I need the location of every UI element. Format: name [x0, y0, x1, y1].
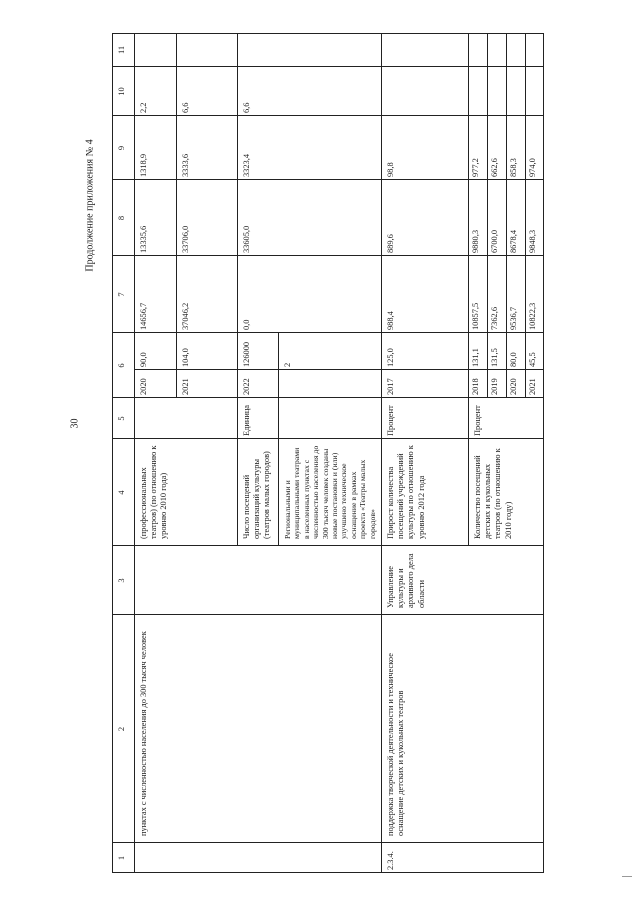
col-header-1: 1	[117, 855, 126, 861]
row-a-value-10: 6,6	[181, 102, 190, 113]
row-e-value-9: 977,2	[471, 158, 480, 177]
row-e-unit: Процент	[473, 405, 482, 436]
row-a-value-10: 2,2	[139, 102, 148, 113]
row-b-value-10: 6,6	[242, 102, 251, 113]
row-e-value-9: 858,3	[509, 158, 518, 177]
col-header-3: 3	[117, 578, 126, 583]
row-e-value-8: 6700,0	[490, 229, 499, 253]
page-heading: Продолжение приложения № 4	[84, 139, 96, 272]
col-header-10: 10	[117, 87, 126, 96]
row-d-unit: Процент	[386, 405, 395, 436]
row-b-value-7: 0,0	[242, 319, 251, 330]
row-c-value-6: 2	[283, 362, 292, 367]
row-e-value-8: 8678,4	[509, 229, 518, 253]
row-e-value-6: 45,5	[528, 352, 537, 367]
row-d-value-6: 125,0	[386, 348, 395, 367]
row-a-value-8: 13335,6	[139, 225, 148, 253]
col-header-9: 9	[117, 145, 126, 151]
row-a-value-6: 104,0	[181, 348, 190, 367]
row-e-year: 2021	[528, 378, 537, 395]
row-b-value-9: 3323,4	[242, 153, 251, 177]
row-a-indicator: (профессиональных театров) (по отношению к уровню 2010 года)	[139, 445, 169, 539]
row-b-indicator: Число посещений организаций культуры (театров малых городов)	[242, 451, 272, 539]
row-a-value-7: 14656,7	[139, 302, 148, 330]
row-e-value-8: 9848,3	[528, 229, 537, 253]
row-d-indicator: Прирост количества посещений учреждений культуры по отношению к уровню 2012 года	[386, 445, 426, 539]
row-e-value-9: 662,6	[490, 158, 499, 177]
col-header-7: 7	[117, 292, 126, 297]
row-d-responsible: Управление культуры и архивного дела области	[386, 553, 426, 608]
row-a-description: пунктах с численностью населения до 300 тысяч человек	[139, 631, 148, 836]
row-b-value-6: 126000	[242, 341, 251, 367]
row-e-year: 2020	[509, 378, 518, 395]
row-a-year: 2020	[139, 378, 148, 395]
row-e-value-9: 974,0	[528, 158, 537, 177]
row-e-year: 2018	[471, 378, 480, 395]
row-a-value-7: 37046,2	[181, 302, 190, 330]
row-e-value-6: 131,1	[471, 348, 480, 367]
row-d-value-9: 98,8	[386, 162, 395, 177]
row-b-value-8: 33605,0	[242, 225, 251, 253]
row-e-value-7: 9536,7	[509, 306, 518, 330]
row-a-value-6: 90,0	[139, 352, 148, 367]
page-number: 30	[69, 418, 81, 429]
row-e-value-7: 10857,5	[471, 302, 480, 330]
row-e-value-6: 131,5	[490, 348, 499, 367]
row-d-number: 2.3.4.	[386, 851, 395, 870]
row-a-value-8: 33706,0	[181, 225, 190, 253]
row-d-value-8: 889,6	[386, 234, 395, 253]
data-table	[112, 33, 544, 873]
row-e-year: 2019	[490, 378, 499, 395]
col-header-4: 4	[117, 490, 126, 495]
row-a-value-9: 1318,9	[139, 153, 148, 177]
row-a-year: 2021	[181, 378, 190, 395]
row-e-value-7: 7362,6	[490, 306, 499, 330]
col-header-11: 11	[117, 45, 126, 55]
row-e-value-8: 9880,3	[471, 229, 480, 253]
col-header-8: 8	[117, 215, 126, 221]
row-d-value-7: 988,4	[386, 311, 395, 330]
row-a-value-9: 3333,6	[181, 153, 190, 177]
row-c-indicator: Региональными и муниципальными театрами в населенных пунктах с численностью населения до 300 тысяч человек созданы новые постановки и (или) улучшено техническое оснащение в рамках проекта «Театры малых городов»	[283, 445, 377, 539]
scan-mark	[622, 876, 632, 877]
col-header-5: 5	[117, 416, 126, 421]
row-e-value-7: 10822,3	[528, 302, 537, 330]
col-header-6: 6	[117, 363, 126, 368]
row-e-value-6: 80,0	[509, 352, 518, 367]
row-b-year: 2022	[242, 378, 251, 395]
row-e-indicator: Количество посещений детских и кукольных театров (по отношению к 2010 году)	[473, 448, 513, 539]
col-header-2: 2	[117, 726, 126, 732]
row-d-description: поддержка творческой деятельности и техническое оснащение детских и кукольных театров	[386, 653, 406, 836]
row-b-unit: Единица	[242, 404, 251, 436]
row-d-year: 2017	[386, 378, 395, 395]
